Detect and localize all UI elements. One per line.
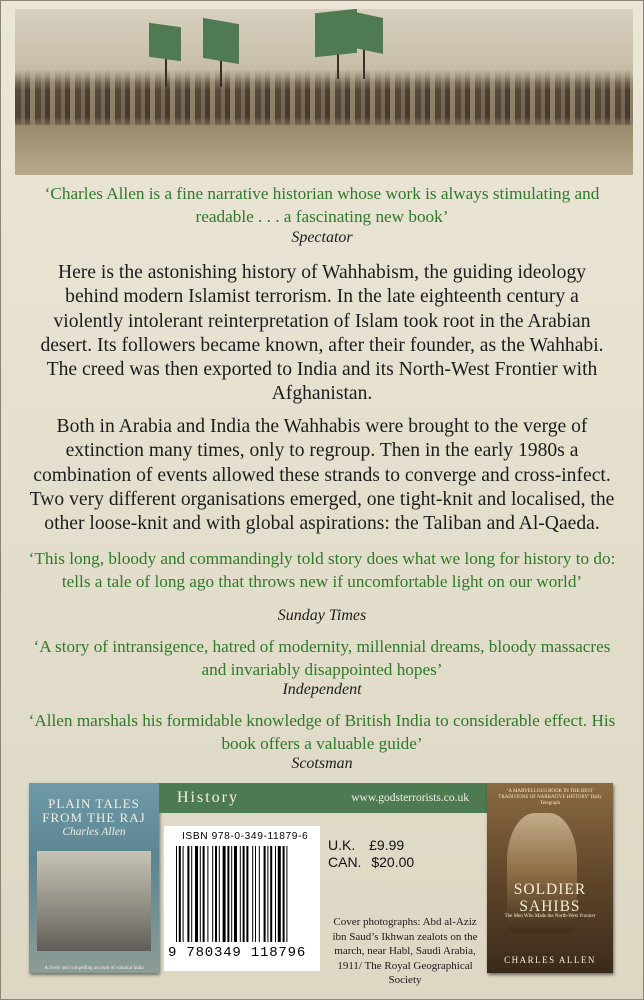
isbn-text: ISBN 978-0-349-11879-6 <box>182 831 309 842</box>
barcode-bar <box>240 846 241 942</box>
left-book-author: Charles Allen <box>62 826 126 838</box>
barcode-bar <box>187 846 189 942</box>
flag <box>203 18 239 64</box>
quote-source: Independent <box>282 681 362 698</box>
flag <box>149 23 181 61</box>
barcode-bar <box>183 846 184 942</box>
flag <box>315 9 357 57</box>
right-book-title: SOLDIER SAHIBS <box>513 881 587 915</box>
cover-photograph <box>15 9 633 175</box>
barcode-bar <box>179 846 181 942</box>
barcode-bar <box>275 846 276 942</box>
barcode-bar <box>252 846 253 942</box>
barcode-box <box>164 826 320 971</box>
quote-source: Spectator <box>291 229 353 246</box>
plain-tales-book-cover <box>29 783 159 973</box>
quote-text: ‘A story of intransigence, hatred of modernity, millennial dreams, bloody massacres and invariably disappointed hopes’ <box>33 637 611 679</box>
barcode-bar <box>267 846 268 942</box>
barcode-bar <box>234 846 237 942</box>
soldier-sahibs-book-cover <box>487 783 613 973</box>
right-book-tagline: The Men Who Made the North-West Frontier <box>504 914 596 919</box>
barcode-bar <box>231 846 232 942</box>
barcode-bar <box>259 846 260 942</box>
left-book-photo <box>37 851 151 951</box>
barcode-bar <box>191 846 192 942</box>
photo-riders <box>15 69 633 129</box>
barcode-bar <box>223 846 226 942</box>
can-price-value: $20.00 <box>371 854 415 870</box>
right-book-author: CHARLES ALLEN <box>504 955 596 965</box>
barcode-bar <box>278 846 281 942</box>
can-price <box>328 854 414 870</box>
quote-text: ‘Charles Allen is a fine narrative historian whose work is always stimulating and readable . . . a fascinating new book’ <box>44 184 600 226</box>
barcode-icon <box>174 846 312 944</box>
barcode-bar <box>246 846 248 942</box>
left-book-title: PLAIN TALES FROM THE RAJ <box>42 796 146 825</box>
category-bar <box>159 783 487 813</box>
barcode-bar <box>219 846 220 942</box>
barcode-bar <box>212 846 213 942</box>
barcode-digits: 9 780349 118796 <box>168 945 307 961</box>
barcode-bar <box>255 846 256 942</box>
barcode-bar <box>207 846 208 942</box>
uk-price <box>328 837 404 853</box>
barcode-bar <box>283 846 285 942</box>
category-label: History <box>177 789 239 806</box>
blurb-paragraph: Here is the astonishing history of Wahhabism, the guiding ideology behind modern Islamist terrorism. In the late eighteenth century a violently intolerant reinterpretation of Islam took root in the Arabian desert. Its followers became known, after their founder, as the Wahhabi. The creed was then exported to India and its North-West Frontier with Afghanistan. <box>40 262 604 405</box>
quote-source: Scotsman <box>291 755 353 772</box>
photo-ground <box>15 125 633 175</box>
barcode-bar <box>270 846 272 942</box>
barcode-bar <box>215 846 217 942</box>
quote-text: ‘Allen marshals his formidable knowledge of British India to considerable effect. His book offers a valuable guide’ <box>28 711 616 753</box>
can-price-label: CAN. <box>328 854 362 870</box>
barcode-bar <box>200 846 201 942</box>
flag <box>355 12 383 54</box>
photo-credit: Cover photographs: Abd al-Aziz ibn Saud’s Ikhwan zealots on the march, near Habl, Saudi Arabia, 1911/ The Royal Geographical Society <box>332 916 478 986</box>
barcode-bar <box>203 846 205 942</box>
uk-price-label: U.K. <box>328 837 356 853</box>
left-book-footer: A lively and compelling account of colonial India <box>44 966 144 971</box>
website-link[interactable]: www.godsterrorists.co.uk <box>351 792 469 804</box>
barcode-bar <box>264 846 266 942</box>
uk-price-value: £9.99 <box>369 837 405 853</box>
barcode-bar <box>286 846 287 942</box>
barcode-bar <box>243 846 245 942</box>
barcode-bar <box>195 846 198 942</box>
quote-source: Sunday Times <box>277 607 367 624</box>
barcode-bar <box>227 846 229 942</box>
barcode-bar <box>176 846 177 942</box>
quote-text: ‘This long, bloody and commandingly told story does what we long for history to do: tells a tale of long ago that throws new if uncomfortable light on our world’ <box>28 549 616 591</box>
blurb-paragraph: Both in Arabia and India the Wahhabis were brought to the verge of extinction many times, only to regroup. Then in the early 1980s a combination of events allowed these strands to converge and cross-infect. Two very different organisations emerged, one tight-knit and localised, the other loose-knit and with global aspirations: the Taliban and Al-Qaeda. <box>29 416 615 535</box>
right-book-quote: ‘A MARVELLOUS BOOK IN THE BEST TRADITIONS OF NARRATIVE HISTORY’ Daily Telegraph <box>498 789 602 806</box>
